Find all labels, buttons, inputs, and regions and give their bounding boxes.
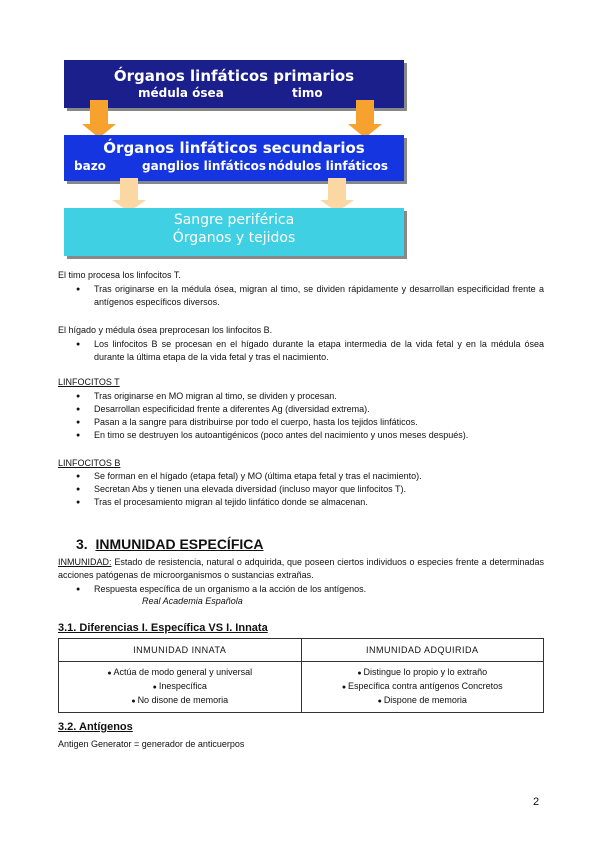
arrow-down-icon: [82, 100, 116, 138]
source-citation: Real Academia Española: [142, 596, 243, 606]
arrow-down-icon: [320, 178, 354, 212]
immunity-comparison-table: [58, 638, 544, 713]
secondary-item-lymph-nodes: ganglios linfáticos: [142, 159, 267, 173]
secondary-organs-box: [64, 135, 404, 181]
list-item: ● Tras el procesamiento migran al tejido linfático donde se almacenan.: [76, 496, 544, 509]
list-item: ● Actúa de modo general y universal: [59, 666, 301, 680]
liver-list: [76, 338, 544, 364]
list-item: ● Respuesta específica de un organismo a la acción de los antígenos.: [76, 583, 544, 596]
primary-item-thymus: timo: [292, 86, 323, 100]
list-item: ● Los linfocitos B se procesan en el hígado durante la etapa intermedia de la vida fetal y en la médula ósea durante la última etapa de la vida fetal y tras el nacimiento.: [76, 338, 544, 364]
list-item: ● En timo se destruyen los autoantigénicos (poco antes del nacimiento y unos meses después).: [76, 429, 544, 442]
list-item: ● Tras originarse en MO migran al timo, se dividen y procesan.: [76, 390, 544, 403]
thymus-paragraph: El timo procesa los linfocitos T.: [58, 270, 181, 280]
section-3-1-heading: 3.1. Diferencias I. Específica VS I. Innata: [58, 622, 268, 634]
list-item: ● Desarrollan especificidad frente a diferentes Ag (diversidad extrema).: [76, 403, 544, 416]
definition-text: Estado de resistencia, natural o adquirida, que poseen ciertos individuos o especies frente a determinadas acciones patógenas de microorganismos o sustancias extrañas.: [58, 557, 544, 580]
arrow-down-icon: [112, 178, 146, 212]
list-item: ● Tras originarse en la médula ósea, migran al timo, se dividen rápidamente y desarrollan especificidad frente a antígenos específicos diversos.: [76, 283, 544, 309]
t-lymphocytes-list: [76, 390, 544, 442]
primary-item-bone-marrow: médula ósea: [138, 86, 224, 100]
immunity-list: [76, 583, 544, 596]
list-item: ● No disone de memoria: [59, 694, 301, 708]
list-item: ● Inespecífica: [59, 680, 301, 694]
section-3-2-heading: 3.2. Antígenos: [58, 721, 133, 733]
blood-line1: Sangre periférica: [173, 212, 295, 228]
b-lymphocytes-heading: LINFOCITOS B: [58, 458, 121, 468]
b-lymphocytes-list: [76, 470, 544, 509]
secondary-organs-title: Órganos linfáticos secundarios: [103, 139, 365, 157]
list-item: ● Secretan Abs y tienen una elevada diversidad (incluso mayor que linfocitos T).: [76, 483, 544, 496]
blood-tissues-box: [64, 208, 404, 256]
table-header-row: [59, 639, 544, 662]
list-item: ● Se forman en el hígado (etapa fetal) y MO (última etapa fetal y tras el nacimiento).: [76, 470, 544, 483]
t-lymphocytes-heading: LINFOCITOS T: [58, 377, 120, 387]
arrow-down-icon: [348, 100, 382, 138]
column-header-acquired: INMUNIDAD ADQUIRIDA: [301, 639, 544, 662]
table-row: [59, 662, 544, 713]
acquired-cell: [301, 662, 544, 713]
page-number: 2: [533, 796, 540, 808]
blood-line2: Órganos y tejidos: [172, 230, 296, 246]
secondary-item-lymph-nodules: nódulos linfáticos: [268, 159, 389, 173]
innate-cell: [59, 662, 302, 713]
definition-label: INMUNIDAD:: [58, 557, 112, 567]
thymus-list: [76, 283, 544, 309]
secondary-item-spleen: bazo: [74, 159, 106, 173]
liver-paragraph: El hígado y médula ósea preprocesan los linfocitos B.: [58, 325, 273, 335]
list-item: ● Específica contra antígenos Concretos: [302, 680, 544, 694]
antigen-definition: Antigen Generator = generador de anticuerpos: [58, 739, 245, 749]
immunity-definition: [58, 556, 544, 582]
column-header-innate: INMUNIDAD INNATA: [59, 639, 302, 662]
section-3-number: 3.: [76, 536, 88, 552]
section-3-title: INMUNIDAD ESPECÍFICA: [95, 536, 264, 552]
primary-organs-title: Órganos linfáticos primarios: [113, 67, 355, 85]
list-item: ● Distingue lo propio y lo extraño: [302, 666, 544, 680]
section-3-heading: [76, 536, 263, 552]
list-item: ● Pasan a la sangre para distribuirse por todo el cuerpo, hasta los tejidos linfáticos.: [76, 416, 544, 429]
list-item: ● Dispone de memoria: [302, 694, 544, 708]
